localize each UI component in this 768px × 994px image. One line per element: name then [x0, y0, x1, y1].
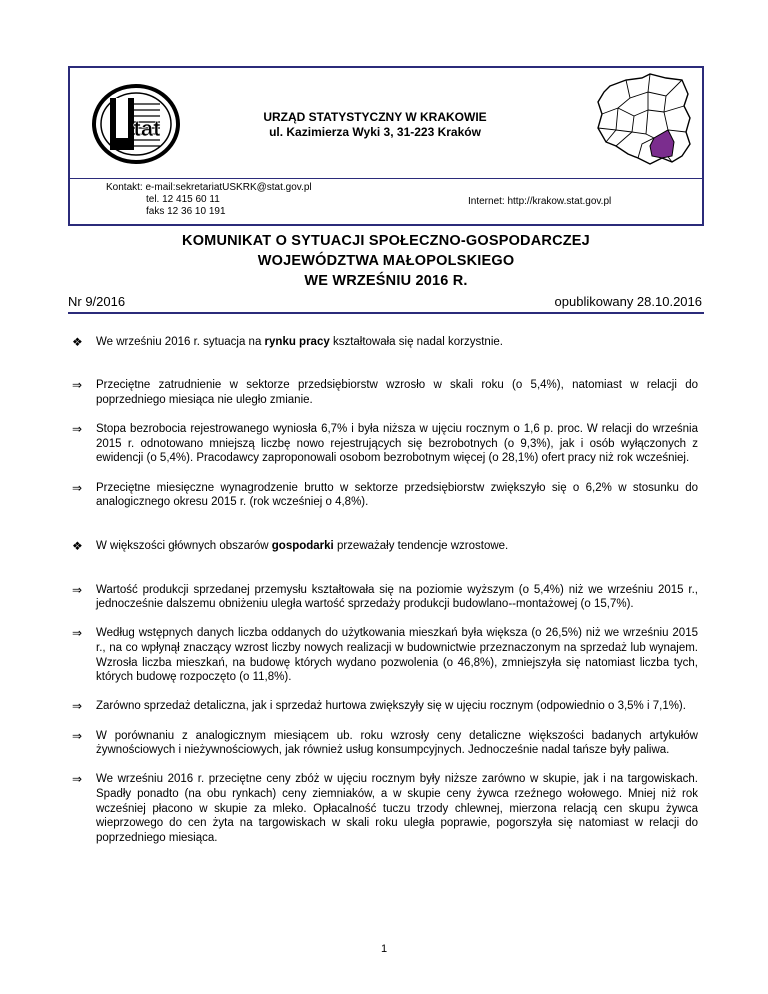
arrow-item: ⇒ Stopa bezrobocia rejestrowanego wyniosła 6,7% i była niższa w ujęciu rocznym o 1,6 p. proc. W relacji do września 2015 r. odnotowano mniejszą liczbę nowo rejestrujących się bezrobotnych (o 9,3%), jak i osób wyłączonych z ewidencji (o 5,4%). Pracodawcy zaproponowali osobom bezrobotnym więcej (o 28,1%) ofert pracy niż rok wcześniej.: [72, 422, 698, 465]
title-line-2: WOJEWÓDZTWA MAŁOPOLSKIEGO: [257, 253, 515, 269]
bullet-item: ❖ W większości głównych obszarów gospodarki przeważały tendencje wzrostowe.: [72, 538, 509, 553]
bullet-item: ❖ We wrześniu 2016 r. sytuacja na rynku pracy kształtowała się nadal korzystnie.: [72, 334, 503, 349]
publication-date: opublikowany 28.10.2016: [554, 294, 702, 309]
diamond-bullet-icon: ❖: [72, 334, 83, 349]
arrow-icon: ⇒: [72, 626, 83, 641]
arrow-icon: ⇒: [72, 772, 83, 787]
contact-block: [106, 182, 312, 218]
header-box: [68, 66, 704, 226]
institution-block: [210, 110, 540, 140]
arrow-item: ⇒ Wartość produkcji sprzedanej przemysłu kształtowała się na poziomie wyższym (o 5,4%) niż we wrześniu 2015 r., jednocześnie dalszemu obniżeniu uległa wartość sprzedaży produkcji budowlano--montażowej (o 15,7%).: [72, 582, 698, 611]
arrow-item: ⇒ W porównaniu z analogicznym miesiącem ub. roku wzrosły ceny detaliczne większości badanych artykułów żywnościowych i nieżywnościowych, jak również usług konsumpcyjnych. Jednocześnie nadal tańsze były paliwa.: [72, 728, 698, 757]
arrow-icon: ⇒: [72, 582, 83, 597]
diamond-bullet-icon: ❖: [72, 538, 83, 553]
arrow-item: ⇒ Przeciętne zatrudnienie w sektorze przedsiębiorstw wzrosło w skali roku (o 5,4%), natomiast w relacji do poprzedniego miesiąca nie uległo zmianie.: [72, 378, 698, 406]
header-top: [70, 68, 702, 179]
contact-fax: faks 12 36 10 191: [146, 206, 226, 217]
content: [72, 320, 698, 845]
page-number: 1: [380, 943, 388, 955]
page-title: [68, 231, 704, 291]
arrow-icon: ⇒: [72, 378, 83, 393]
title-line-1: KOMUNIKAT O SYTUACJI SPOŁECZNO-GOSPODARCZEJ: [182, 233, 590, 249]
poland-map-icon: [592, 72, 696, 172]
arrow-item: ⇒ Zarówno sprzedaż detaliczna, jak i sprzedaż hurtowa zwiększyły się w ujęciu rocznym (odpowiednio o 3,5% i 7,1%).: [72, 699, 686, 714]
institution-address: ul. Kazimierza Wyki 3, 31-223 Kraków: [269, 125, 481, 139]
institution-name: URZĄD STATYSTYCZNY W KRAKOWIE: [263, 110, 487, 124]
contact-phone: tel. 12 415 60 11: [146, 194, 220, 205]
internet-link[interactable]: Internet: http://krakow.stat.gov.pl: [468, 196, 612, 207]
arrow-icon: ⇒: [72, 728, 83, 743]
arrow-item: ⇒ We wrześniu 2016 r. przeciętne ceny zbóż w ujęciu rocznym były niższe zarówno w skupie, jak i na targowiskach. Spadły ponadto (na obu rynkach) ceny ziemniaków, a w skupie ceny żywca rzeźnego wołowego. Mniej niż rok wcześniej płacono w skupie za mleko. Opłacalność tuczu trzody chlewnej, mierzona relacją cen skupu żywca wieprzowego do cen żyta na targowiskach w skali roku uległa poprawie, pogorszyła się natomiast w relacji do poprzedniego miesiąca.: [72, 772, 698, 844]
arrow-icon: ⇒: [72, 480, 83, 495]
ustat-logo-icon: [92, 84, 180, 164]
contact-email: Kontakt: e-mail:sekretariatUSKRK@stat.gov.pl: [106, 182, 312, 193]
arrow-icon: ⇒: [72, 699, 83, 714]
arrow-icon: ⇒: [72, 422, 83, 437]
svg-text:tat: tat: [133, 116, 161, 141]
divider: [68, 312, 704, 314]
issue-number: Nr 9/2016: [68, 294, 126, 309]
arrow-item: ⇒ Przeciętne miesięczne wynagrodzenie brutto w sektorze przedsiębiorstw zwiększyło się o 6,2% w stosunku do analogicznego okresu 2015 r. (rok wcześniej o 4,8%).: [72, 480, 698, 509]
arrow-item: ⇒ Według wstępnych danych liczba oddanych do użytkowania mieszkań była większa (o 26,5%) niż we wrześniu 2015 r., na co wpłynął znaczący wzrost liczby nowych realizacji w budownictwie przeznaczonym na sprzedaż lub wynajem. Wzrosła liczba mieszkań, na budowę których wydano pozwolenia (o 46,8%), zmniejszyła się natomiast liczba tych, których budowę rozpoczęto (o 11,8%).: [72, 626, 698, 684]
title-line-3: WE WRZEŚNIU 2016 R.: [304, 273, 468, 289]
